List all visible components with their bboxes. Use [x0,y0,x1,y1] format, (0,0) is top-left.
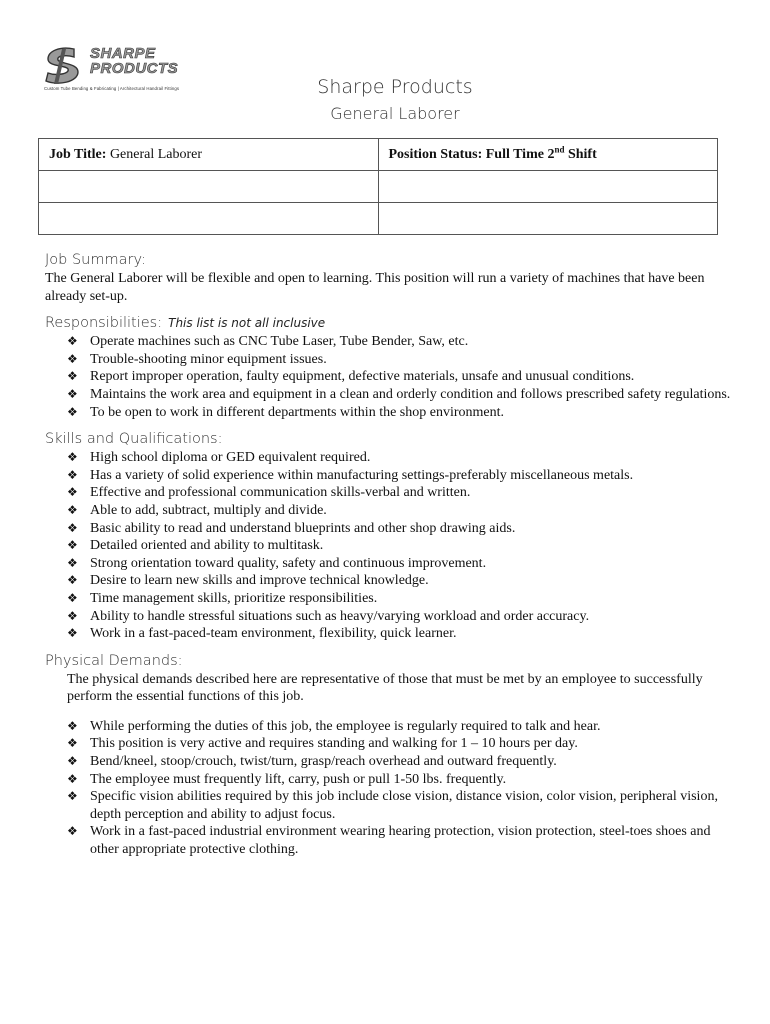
list-item: ❖ Trouble-shooting minor equipment issues. [67,351,735,369]
list-item: ❖ Desire to learn new skills and improve technical knowledge. [67,572,735,590]
list-item: ❖ To be open to work in different departments within the shop environment. [67,404,735,422]
physical-intro: The physical demands described here are representative of those that must be met by an employee to successfully perform the essential functions of this job. [67,671,703,705]
list-item: ❖ Report improper operation, faulty equipment, defective materials, unsafe and unusual conditions. [67,368,735,386]
logo-wordmark: SHARPE PRODUCTS [90,45,179,77]
list-item: ❖ This position is very active and requires standing and walking for 1 – 10 hours per day. [67,735,735,753]
list-item: ❖ Bend/kneel, stoop/crouch, twist/turn, grasp/reach overhead and outward frequently. [67,753,735,771]
list-item: ❖ While performing the duties of this job, the employee is regularly required to talk and hear. [67,718,735,736]
position-status-cell: Position Status: Full Time 2nd Shift [378,139,718,171]
job-summary-text: The General Laborer will be flexible and open to learning. This position will run a variety of machines that have been already set-up. [45,271,705,304]
table-row [39,171,718,203]
job-summary-heading: Job Summary: [45,252,146,268]
list-item: ❖ Has a variety of solid experience within manufacturing settings-preferably miscellaneous metals. [67,467,735,485]
list-item: ❖ Detailed oriented and ability to multitask. [67,537,735,555]
job-title-cell: Job Title: General Laborer [39,139,379,171]
list-item: ❖ Work in a fast-paced-team environment, flexibility, quick learner. [67,625,735,643]
list-item: ❖ Specific vision abilities required by this job include close vision, distance vision, color vision, peripheral vision, depth perception and ability to adjust focus. [67,788,735,823]
list-item: ❖ Time management skills, prioritize responsibilities. [67,590,735,608]
list-item: ❖ Able to add, subtract, multiply and divide. [67,502,735,520]
table-row [39,203,718,235]
document-body [45,250,735,859]
list-item: ❖ Basic ability to read and understand blueprints and other shop drawing aids. [67,520,735,538]
job-info-table [38,138,718,235]
list-item: ❖ Ability to handle stressful situations such as heavy/varying workload and order accuracy. [67,608,735,626]
list-item: ❖ Work in a fast-paced industrial environment wearing hearing protection, vision protection, steel-toes shoes and other appropriate protective clothing. [67,823,735,858]
table-row [39,139,718,171]
list-item: ❖ Effective and professional communication skills-verbal and written. [67,484,735,502]
company-name: Sharpe Products [317,76,473,98]
skills-heading: Skills and Qualifications: [45,431,223,448]
responsibilities-note: This list is not all inclusive [168,316,326,331]
responsibilities-heading: Responsibilities: This list is not all inclusive [45,315,326,332]
list-item: ❖ High school diploma or GED equivalent required. [67,449,735,467]
position-title: General Laborer [330,104,460,123]
list-item: ❖ Strong orientation toward quality, safety and continuous improvement. [67,555,735,573]
physical-list [45,718,735,859]
physical-heading: Physical Demands: [45,652,183,669]
logo-tagline: Custom Tube Bending & Fabricating | Architectural Handrail Fittings [44,86,180,91]
list-item: ❖ Maintains the work area and equipment in a clean and orderly condition and follows prescribed safety regulations. [67,386,735,404]
skills-list [45,449,735,643]
responsibilities-list [45,333,735,421]
list-item: ❖ Operate machines such as CNC Tube Laser, Tube Bender, Saw, etc. [67,333,735,351]
list-item: ❖ The employee must frequently lift, carry, push or pull 1-50 lbs. frequently. [67,771,735,789]
